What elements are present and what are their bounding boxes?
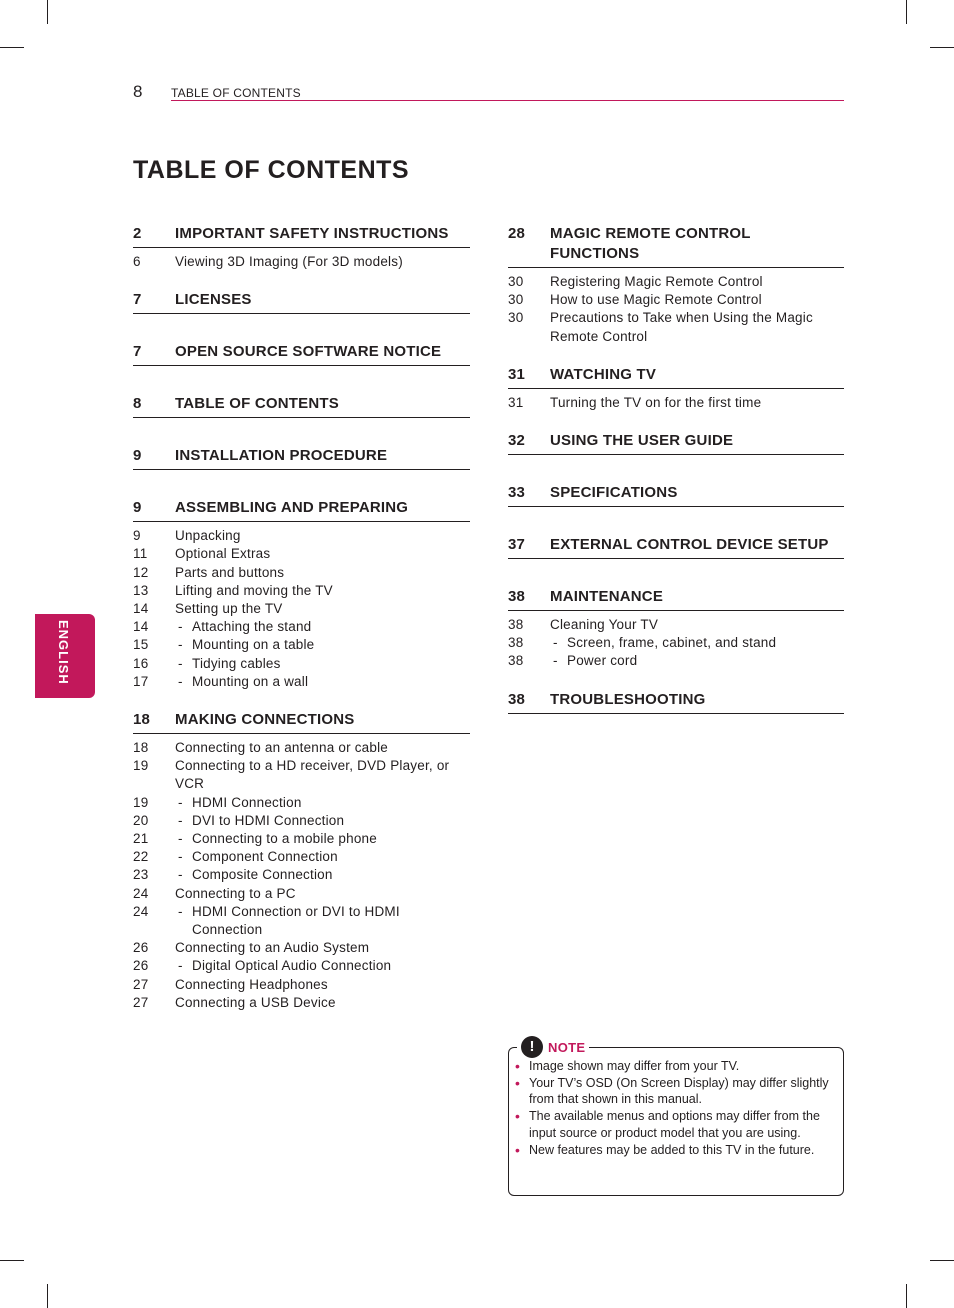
toc-column-right — [508, 222, 844, 714]
toc-section-heading[interactable] — [508, 429, 844, 455]
toc-item-page: 30 — [508, 310, 524, 326]
subitem-dash: - — [178, 867, 183, 883]
toc-item-text: Power cord — [567, 653, 638, 669]
bullet-icon: • — [515, 1074, 520, 1091]
toc-section-heading[interactable] — [133, 392, 470, 418]
crop-mark — [0, 1260, 24, 1261]
toc-item-text: DVI to HDMI Connection — [192, 812, 345, 828]
toc-item-text: Lifting and moving the TV — [175, 582, 333, 598]
toc-subitem[interactable] — [133, 812, 470, 830]
toc-item-page: 17 — [133, 673, 149, 689]
toc-item[interactable] — [133, 885, 470, 903]
toc-item-list — [508, 611, 844, 671]
toc-section-title: EXTERNAL CONTROL DEVICE SETUP — [550, 536, 829, 554]
toc-item[interactable] — [133, 253, 470, 271]
toc-item-text: Connecting to an antenna or cable — [175, 740, 389, 756]
note-list — [509, 1048, 843, 1158]
toc-section-heading[interactable] — [133, 288, 470, 314]
toc-section-title: USING THE USER GUIDE — [550, 432, 734, 450]
toc-item-page: 30 — [508, 274, 524, 289]
section-gap — [508, 455, 844, 481]
note-header — [517, 1036, 589, 1058]
section-gap — [508, 346, 844, 363]
subitem-dash: - — [178, 637, 183, 653]
toc-section-page: 8 — [133, 395, 142, 413]
toc-item-text: Connecting Headphones — [175, 976, 328, 992]
toc-item-text: Connecting to a HD receiver, DVD Player, or VCR — [175, 758, 450, 792]
toc-item-text: Cleaning Your TV — [550, 617, 659, 633]
toc-item-text: Registering Magic Remote Control — [550, 274, 763, 289]
toc-item-page: 26 — [133, 958, 149, 974]
note-item-text: The available menus and options may differ from the input source or product model that you are using. — [529, 1109, 820, 1140]
toc-section-page: 9 — [133, 499, 142, 517]
toc-section — [508, 429, 844, 455]
toc-item-page: 30 — [508, 292, 524, 308]
section-gap — [133, 366, 470, 392]
toc-section — [133, 444, 470, 470]
toc-item[interactable] — [508, 616, 844, 634]
toc-section — [508, 585, 844, 671]
toc-subitem[interactable] — [133, 794, 470, 812]
toc-item-page: 24 — [133, 903, 149, 919]
toc-item[interactable] — [133, 600, 470, 618]
page-title: TABLE OF CONTENTS — [133, 156, 410, 184]
toc-item[interactable] — [133, 564, 470, 582]
toc-item[interactable] — [133, 757, 470, 793]
toc-item-page: 15 — [133, 637, 149, 653]
toc-subitem[interactable] — [508, 652, 844, 670]
crop-mark — [930, 1260, 954, 1261]
toc-item-page: 24 — [133, 885, 149, 901]
crop-mark — [930, 47, 954, 48]
toc-item-page: 9 — [133, 528, 141, 544]
toc-section — [508, 533, 844, 559]
toc-section-title: TABLE OF CONTENTS — [175, 395, 339, 413]
toc-item[interactable] — [133, 994, 470, 1012]
toc-item-page: 38 — [508, 617, 524, 633]
section-gap — [133, 271, 470, 288]
toc-item-text: Viewing 3D Imaging (For 3D models) — [175, 254, 403, 269]
toc-subitem[interactable] — [133, 655, 470, 673]
toc-section-title: TROUBLESHOOTING — [550, 690, 706, 708]
toc-item-page: 23 — [133, 867, 149, 883]
toc-section-title: OPEN SOURCE SOFTWARE NOTICE — [175, 343, 442, 361]
toc-item-text: Connecting to an Audio System — [175, 940, 370, 956]
toc-subitem[interactable] — [133, 830, 470, 848]
toc-section-page: 7 — [133, 343, 142, 361]
header-rule — [171, 100, 844, 101]
toc-item[interactable] — [508, 291, 844, 309]
subitem-dash: - — [553, 653, 558, 669]
subitem-dash: - — [178, 655, 183, 671]
toc-item-page: 20 — [133, 812, 149, 828]
toc-item-text: Attaching the stand — [192, 619, 312, 635]
toc-subitem[interactable] — [133, 673, 470, 691]
toc-subitem[interactable] — [133, 957, 470, 975]
toc-item-page: 11 — [133, 546, 148, 562]
toc-item-page: 19 — [133, 794, 149, 810]
toc-section-title: MAKING CONNECTIONS — [175, 711, 355, 729]
toc-section — [508, 688, 844, 714]
crop-mark — [906, 1284, 907, 1308]
toc-item-text: HDMI Connection or DVI to HDMI Connection — [192, 903, 400, 938]
toc-item-text: Connecting to a mobile phone — [192, 831, 377, 847]
crop-mark — [47, 1284, 48, 1308]
toc-item-page: 27 — [133, 994, 149, 1010]
crop-mark — [47, 0, 48, 24]
subitem-dash: - — [178, 673, 183, 689]
note-item-text: New features may be added to this TV in the future. — [529, 1142, 815, 1157]
header-title: TABLE OF CONTENTS — [171, 86, 301, 100]
toc-item-text: HDMI Connection — [192, 794, 302, 810]
crop-mark — [0, 47, 24, 48]
toc-section-heading[interactable] — [508, 585, 844, 611]
toc-item-text: Turning the TV on for the first time — [550, 394, 762, 410]
toc-item-page: 26 — [133, 940, 149, 956]
toc-section-title: LICENSES — [175, 291, 252, 309]
toc-section-heading[interactable] — [133, 444, 470, 470]
toc-section-title: MAINTENANCE — [550, 588, 664, 606]
toc-section-title: IMPORTANT SAFETY INSTRUCTIONS — [175, 225, 449, 242]
toc-item-text: Mounting on a wall — [192, 673, 309, 689]
toc-section — [133, 708, 470, 1012]
note-item — [515, 1074, 829, 1108]
toc-section-title: MAGIC REMOTE CONTROL FUNCTIONS — [550, 225, 751, 262]
toc-section-heading[interactable] — [508, 481, 844, 507]
note-item — [515, 1141, 829, 1159]
toc-section-heading[interactable] — [133, 222, 470, 248]
toc-item[interactable] — [133, 527, 470, 545]
toc-item[interactable] — [508, 273, 844, 291]
toc-section-page: 31 — [508, 365, 526, 383]
toc-section-page: 18 — [133, 711, 151, 729]
bullet-icon: • — [515, 1058, 520, 1074]
toc-item[interactable] — [133, 582, 470, 600]
toc-item-page: 27 — [133, 976, 149, 992]
toc-item-page: 22 — [133, 849, 149, 865]
toc-item-list — [133, 734, 470, 1012]
bullet-icon: • — [515, 1108, 520, 1125]
toc-section-page: 9 — [133, 447, 142, 465]
toc-item-text: Precautions to Take when Using the Magic Remote Control — [550, 310, 813, 344]
toc-item-page: 12 — [133, 564, 149, 580]
toc-item-text: Connecting to a PC — [175, 885, 296, 901]
toc-item-page: 21 — [133, 831, 149, 847]
toc-section-page: 33 — [508, 484, 526, 502]
toc-item-text: Unpacking — [175, 528, 241, 544]
toc-section — [133, 496, 470, 691]
toc-section-heading[interactable] — [133, 496, 470, 522]
toc-section-heading[interactable] — [508, 222, 844, 268]
section-gap — [133, 691, 470, 708]
page-number: 8 — [133, 82, 143, 101]
toc-section-page: 32 — [508, 432, 526, 450]
toc-subitem[interactable] — [133, 903, 470, 939]
subitem-dash: - — [178, 958, 183, 974]
section-gap — [133, 314, 470, 340]
subitem-dash: - — [178, 794, 183, 810]
toc-item-text: Composite Connection — [192, 867, 333, 883]
toc-subitem[interactable] — [133, 618, 470, 636]
toc-section — [133, 392, 470, 418]
language-tab-label: ENGLISH — [56, 620, 71, 685]
toc-subitem[interactable] — [133, 866, 470, 884]
section-gap — [133, 470, 470, 496]
note-item — [515, 1058, 829, 1075]
crop-mark — [906, 0, 907, 24]
toc-item-list — [133, 522, 470, 691]
toc-item-text: Connecting a USB Device — [175, 994, 336, 1010]
toc-item-page: 19 — [133, 758, 149, 774]
section-gap — [508, 412, 844, 429]
toc-section-page: 28 — [508, 225, 526, 242]
toc-section-heading[interactable] — [133, 340, 470, 366]
toc-item-text: Optional Extras — [175, 546, 271, 562]
subitem-dash: - — [178, 812, 183, 828]
toc-section-heading[interactable] — [133, 708, 470, 734]
language-tab — [35, 614, 95, 698]
toc-section-heading[interactable] — [508, 533, 844, 559]
toc-item-text: Tidying cables — [192, 655, 281, 671]
toc-section — [133, 222, 470, 271]
toc-section — [133, 340, 470, 366]
section-gap — [508, 671, 844, 688]
section-gap — [508, 559, 844, 585]
toc-subitem[interactable] — [508, 634, 844, 652]
toc-item-page: 18 — [133, 740, 149, 756]
toc-item[interactable] — [133, 939, 470, 957]
toc-item-text: Parts and buttons — [175, 564, 285, 580]
note-item-text: Your TV’s OSD (On Screen Display) may differ slightly from that shown in this manual. — [529, 1075, 829, 1107]
toc-item-text: How to use Magic Remote Control — [550, 292, 762, 308]
toc-section — [508, 363, 844, 412]
toc-section-page: 38 — [508, 690, 526, 708]
toc-item-page: 14 — [133, 619, 149, 635]
toc-item-page: 16 — [133, 655, 149, 671]
toc-item-list — [133, 248, 470, 271]
toc-section-heading[interactable] — [508, 688, 844, 714]
toc-item-page: 31 — [508, 394, 524, 410]
toc-item-text: Digital Optical Audio Connection — [192, 958, 392, 974]
toc-item-page: 6 — [133, 254, 141, 269]
toc-section-heading[interactable] — [508, 363, 844, 389]
subitem-dash: - — [178, 831, 183, 847]
note-item — [515, 1108, 829, 1141]
toc-section — [508, 481, 844, 507]
subitem-dash: - — [553, 635, 558, 651]
toc-section-page: 38 — [508, 588, 526, 606]
toc-item-list — [508, 389, 844, 412]
toc-section-page: 2 — [133, 225, 142, 242]
toc-section — [133, 288, 470, 314]
subitem-dash: - — [178, 903, 183, 919]
toc-item[interactable] — [508, 394, 844, 412]
page-header — [133, 82, 844, 102]
note-label: NOTE — [548, 1039, 586, 1055]
toc-item-list — [508, 268, 844, 346]
toc-item[interactable] — [133, 545, 470, 563]
section-gap — [133, 418, 470, 444]
toc-section-page: 7 — [133, 291, 142, 309]
toc-section-title: SPECIFICATIONS — [550, 484, 678, 502]
toc-section-title: INSTALLATION PROCEDURE — [175, 447, 388, 465]
note-item-text: Image shown may differ from your TV. — [529, 1059, 740, 1073]
toc-item-text: Setting up the TV — [175, 601, 283, 617]
toc-item-text: Component Connection — [192, 849, 338, 865]
section-gap — [508, 507, 844, 533]
toc-item-page: 38 — [508, 635, 524, 651]
toc-column-left — [133, 222, 470, 1012]
toc-item[interactable] — [508, 309, 844, 345]
toc-item[interactable] — [133, 976, 470, 994]
bullet-icon: • — [515, 1141, 520, 1158]
exclamation-icon: ! — [521, 1036, 543, 1058]
toc-section-title: WATCHING TV — [550, 365, 657, 383]
toc-section — [508, 222, 844, 346]
toc-subitem[interactable] — [133, 848, 470, 866]
subitem-dash: - — [178, 619, 183, 635]
toc-section-page: 37 — [508, 536, 526, 554]
toc-item[interactable] — [133, 739, 470, 757]
toc-item-page: 14 — [133, 601, 149, 617]
toc-item-text: Mounting on a table — [192, 637, 315, 653]
subitem-dash: - — [178, 849, 183, 865]
toc-item-page: 13 — [133, 582, 149, 598]
note-box — [508, 1038, 844, 1196]
toc-section-title: ASSEMBLING AND PREPARING — [175, 499, 409, 517]
toc-subitem[interactable] — [133, 636, 470, 654]
toc-item-text: Screen, frame, cabinet, and stand — [567, 635, 777, 651]
toc-item-page: 38 — [508, 653, 524, 669]
